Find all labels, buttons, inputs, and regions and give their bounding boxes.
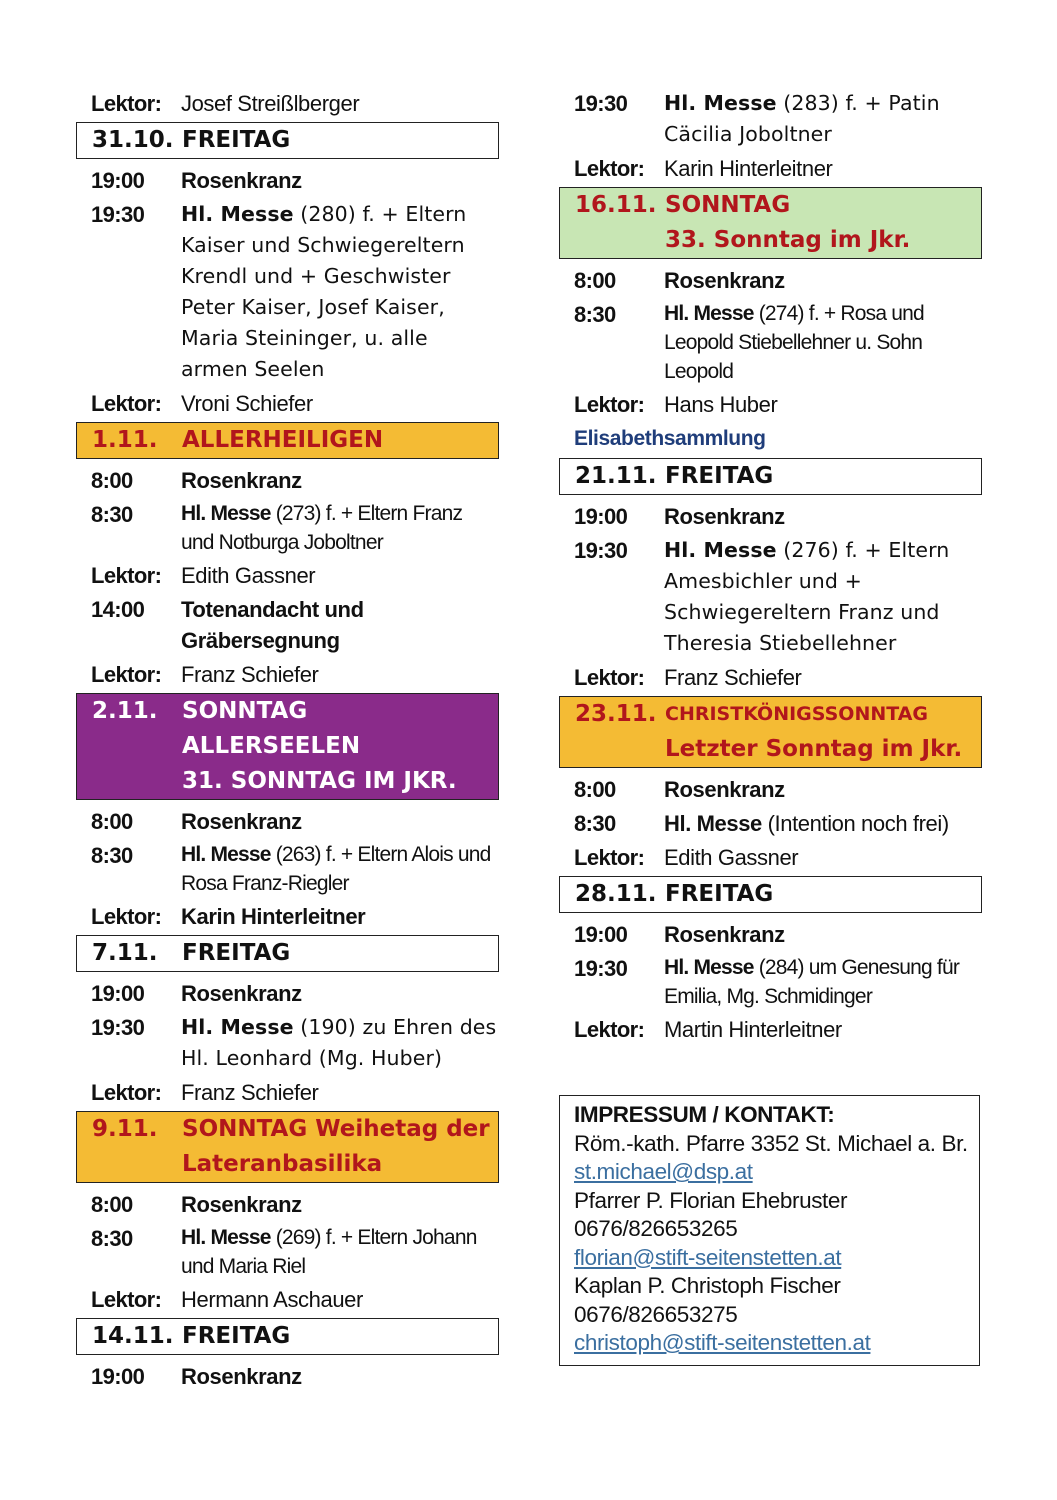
entry-text <box>181 499 499 557</box>
entry-text <box>664 299 982 386</box>
impressum-line: 0676/826653265 <box>574 1216 738 1241</box>
email-link[interactable]: florian@stift-seitenstetten.at <box>574 1244 842 1270</box>
entry-bold-text: Rosenkranz <box>181 809 302 834</box>
lector-label: Lektor: <box>91 662 162 687</box>
time-label: 8:30 <box>574 302 616 327</box>
entry-bold-text: Rosenkranz <box>181 168 302 193</box>
day-date: 16.11. <box>575 192 657 218</box>
entry-text <box>181 1189 499 1220</box>
email-link[interactable]: christoph@stift-seitenstetten.at <box>574 1330 871 1355</box>
day-title <box>665 188 981 258</box>
entry-bold-text: Hl. Messe <box>664 811 762 836</box>
time-label: 19:00 <box>91 1364 145 1389</box>
schedule-row <box>76 165 499 196</box>
day-title-line: 33. Sonntag im Jkr. <box>665 227 911 253</box>
entry-text <box>181 165 499 196</box>
impressum-line: Röm.-kath. Pfarre 3352 St. Michael a. Br. <box>574 1130 968 1156</box>
time-label: 8:00 <box>91 468 133 493</box>
day-title-line: ALLERSEELEN <box>182 733 361 759</box>
schedule-row <box>559 389 982 420</box>
day-title-line: SONNTAG <box>182 698 308 724</box>
entry-detail-text: Josef Streißlberger <box>181 91 360 116</box>
day-date: 7.11. <box>92 940 158 966</box>
entry-text <box>181 840 499 898</box>
entry-bold-text: Rosenkranz <box>181 981 302 1006</box>
entry-bold-text: Hl. Messe <box>664 956 754 979</box>
entry-bold-text: Rosenkranz <box>181 1192 302 1217</box>
schedule-row <box>76 465 499 496</box>
schedule-row <box>559 299 982 386</box>
day-header <box>559 187 982 259</box>
day-title-line: FREITAG <box>665 881 774 907</box>
day-title-line: FREITAG <box>182 1323 291 1349</box>
email-link[interactable]: st.michael@dsp.at <box>574 1159 753 1184</box>
schedule-row <box>76 199 499 385</box>
schedule-row <box>76 901 499 932</box>
entry-text <box>664 88 982 150</box>
time-label: 8:30 <box>574 811 616 836</box>
entry-detail-text: (Intention noch frei) <box>761 811 949 836</box>
entry-text <box>664 1014 982 1045</box>
day-title <box>182 694 498 799</box>
lector-label: Lektor: <box>91 1287 162 1312</box>
entry-text <box>181 1077 499 1108</box>
day-title <box>665 697 981 767</box>
day-title <box>182 123 498 158</box>
entry-bold-text: Hl. Messe <box>181 502 271 525</box>
schedule-row <box>76 560 499 591</box>
day-header <box>559 696 982 768</box>
entry-bold-text: Rosenkranz <box>664 504 785 529</box>
entry-detail-text: Karin Hinterleitner <box>664 156 833 181</box>
schedule-row <box>76 1077 499 1108</box>
entry-text <box>664 808 982 839</box>
entry-detail-text: (269) f. + Eltern Johann und Maria Riel <box>181 1226 477 1278</box>
entry-detail-text: Edith Gassner <box>664 845 799 870</box>
lector-label: Lektor: <box>574 156 645 181</box>
time-label: 19:30 <box>574 538 628 563</box>
entry-text <box>664 842 982 873</box>
schedule-row <box>559 153 982 184</box>
impressum-line <box>574 1329 979 1358</box>
entry-text <box>664 919 982 950</box>
collection-note: Elisabethsammlung <box>574 427 766 450</box>
day-title-line: SONNTAG <box>665 192 791 218</box>
time-label: 8:00 <box>574 777 616 802</box>
entry-bold-text: Hl. Messe <box>181 202 294 226</box>
schedule-row <box>76 499 499 557</box>
time-label: 19:00 <box>91 981 145 1006</box>
time-label: 8:30 <box>91 502 133 527</box>
schedule-row <box>559 501 982 532</box>
schedule-row <box>559 842 982 873</box>
schedule-row <box>76 594 499 656</box>
day-title <box>665 877 981 912</box>
schedule-row <box>76 659 499 690</box>
day-title <box>182 936 498 971</box>
day-title-line: FREITAG <box>665 463 774 489</box>
day-header <box>76 935 499 972</box>
entry-text <box>664 662 982 693</box>
entry-detail-text: Vroni Schiefer <box>181 391 313 416</box>
day-title <box>665 459 981 494</box>
day-date: 21.11. <box>575 463 657 489</box>
day-title <box>182 1112 498 1182</box>
entry-bold-text: Rosenkranz <box>664 922 785 947</box>
entry-text <box>181 1012 499 1074</box>
day-date: 1.11. <box>92 427 158 453</box>
impressum-box <box>559 1095 980 1366</box>
schedule-row <box>559 808 982 839</box>
day-header <box>559 458 982 495</box>
time-label: 8:00 <box>91 1192 133 1217</box>
day-header <box>76 422 499 459</box>
entry-text <box>181 388 499 419</box>
entry-text <box>181 806 499 837</box>
lector-label: Lektor: <box>91 904 162 929</box>
entry-text <box>664 774 982 805</box>
entry-text <box>181 1284 499 1315</box>
day-title-line: ALLERHEILIGEN <box>182 427 384 453</box>
entry-detail-text: (263) f. + Eltern Alois und Rosa Franz-Riegler <box>181 843 491 895</box>
entry-text <box>181 199 499 385</box>
entry-text <box>181 659 499 690</box>
schedule-row <box>76 1284 499 1315</box>
entry-bold-text: Karin Hinterleitner <box>181 904 366 929</box>
lector-label: Lektor: <box>91 563 162 588</box>
schedule-row <box>559 662 982 693</box>
entry-bold-text: Rosenkranz <box>181 468 302 493</box>
time-label: 8:30 <box>91 843 133 868</box>
schedule-right-column <box>559 88 982 1048</box>
entry-bold-text: Hl. Messe <box>664 91 777 115</box>
entry-text <box>664 953 982 1011</box>
day-title <box>182 423 498 458</box>
entry-text <box>181 465 499 496</box>
lector-label: Lektor: <box>91 1080 162 1105</box>
entry-bold-text: Hl. Messe <box>664 302 754 325</box>
entry-detail-text: Martin Hinterleitner <box>664 1017 842 1042</box>
time-label: 19:30 <box>91 1015 145 1040</box>
lector-label: Lektor: <box>574 845 645 870</box>
time-label: 19:00 <box>574 922 628 947</box>
schedule-row <box>76 978 499 1009</box>
entry-detail-text: Franz Schiefer <box>664 665 802 690</box>
entry-text <box>181 978 499 1009</box>
impressum-line: Pfarrer P. Florian Ehebruster <box>574 1187 848 1213</box>
entry-bold-text: Hl. Messe <box>181 1015 294 1039</box>
entry-bold-text: Hl. Messe <box>181 843 271 866</box>
schedule-row <box>559 953 982 1011</box>
schedule-row <box>76 806 499 837</box>
day-header <box>76 693 499 800</box>
entry-detail-text: Franz Schiefer <box>181 1080 319 1105</box>
day-title-line: CHRISTKÖNIGSSONNTAG <box>665 703 929 725</box>
day-header <box>76 1318 499 1355</box>
lector-label: Lektor: <box>574 665 645 690</box>
day-date: 2.11. <box>92 698 158 724</box>
time-label: 19:30 <box>91 202 145 227</box>
entry-text <box>664 265 982 296</box>
entry-text <box>181 901 499 932</box>
time-label: 19:00 <box>574 504 628 529</box>
entry-bold-text: Rosenkranz <box>664 268 785 293</box>
schedule-row <box>76 88 499 119</box>
day-header <box>76 122 499 159</box>
day-header <box>559 876 982 913</box>
entry-bold-text: Hl. Messe <box>181 1226 271 1249</box>
day-header <box>76 1111 499 1183</box>
schedule-row <box>559 535 982 659</box>
entry-detail-text: (276) f. + Eltern Amesbichler und + Schwiegereltern Franz und Theresia Stiebellehner <box>664 538 950 655</box>
entry-bold-text: Hl. Messe <box>664 538 777 562</box>
time-label: 8:00 <box>574 268 616 293</box>
lector-label: Lektor: <box>91 91 162 116</box>
entry-detail-text: (283) f. + Patin Cäcilia Joboltner <box>664 91 940 146</box>
time-label: 8:30 <box>91 1226 133 1251</box>
entry-text <box>664 153 982 184</box>
schedule-row <box>76 1223 499 1281</box>
entry-text <box>181 1223 499 1281</box>
entry-detail-text: (280) f. + Eltern Kaiser und Schwiegereltern Krendl und + Geschwister Peter Kaiser, Josef Kaiser, Maria Steininger, u. alle armen Seelen <box>181 202 467 381</box>
time-label: 19:30 <box>574 91 628 116</box>
entry-bold-text: Totenandacht und Gräbersegnung <box>181 597 364 653</box>
impressum-line: Kaplan P. Christoph Fischer <box>574 1273 841 1298</box>
time-label: 19:30 <box>574 956 628 981</box>
schedule-row <box>76 1361 499 1392</box>
day-title-line: Letzter Sonntag im Jkr. <box>665 736 963 762</box>
lector-label: Lektor: <box>91 391 162 416</box>
entry-detail-text: Hans Huber <box>664 392 778 417</box>
entry-detail-text: Edith Gassner <box>181 563 316 588</box>
entry-detail-text: (284) um Genesung für Emilia, Mg. Schmidinger <box>664 956 960 1008</box>
schedule-row <box>559 265 982 296</box>
schedule-row <box>76 388 499 419</box>
day-date: 28.11. <box>575 881 657 907</box>
entry-detail-text: Hermann Aschauer <box>181 1287 363 1312</box>
day-date: 9.11. <box>92 1116 158 1142</box>
entry-detail-text: (273) f. + Eltern Franz und Notburga Joboltner <box>181 502 463 554</box>
schedule-row <box>559 88 982 150</box>
time-label: 8:00 <box>91 809 133 834</box>
entry-detail-text: (274) f. + Rosa und Leopold Stiebellehner u. Sohn Leopold <box>664 302 924 383</box>
impressum-line <box>574 1158 979 1187</box>
impressum-title: IMPRESSUM / KONTAKT: <box>574 1102 835 1127</box>
entry-detail-text: (190) zu Ehren des Hl. Leonhard (Mg. Huber) <box>181 1015 497 1070</box>
day-title-line: 31. SONNTAG IM JKR. <box>182 768 457 794</box>
entry-detail-text: Franz Schiefer <box>181 662 319 687</box>
schedule-row <box>559 774 982 805</box>
schedule-row <box>559 1014 982 1045</box>
impressum-line <box>574 1244 979 1273</box>
day-title-line: FREITAG <box>182 940 291 966</box>
entry-text <box>181 594 499 656</box>
schedule-row <box>559 919 982 950</box>
entry-text <box>664 535 982 659</box>
day-title-line: FREITAG <box>182 127 291 153</box>
day-date: 14.11. <box>92 1323 174 1349</box>
schedule-row <box>76 1012 499 1074</box>
impressum-line: 0676/826653275 <box>574 1301 738 1327</box>
schedule-row <box>76 1189 499 1220</box>
entry-text <box>181 1361 499 1392</box>
impressum-lines <box>574 1130 979 1358</box>
entry-bold-text: Rosenkranz <box>664 777 785 802</box>
schedule-left-column <box>76 88 499 1395</box>
day-title <box>182 1319 498 1354</box>
lector-label: Lektor: <box>574 1017 645 1042</box>
day-date: 31.10. <box>92 127 174 153</box>
entry-text <box>181 88 499 119</box>
entry-text <box>181 560 499 591</box>
entry-text <box>664 501 982 532</box>
day-title-line: SONNTAG Weihetag der Lateranbasilika <box>182 1116 490 1177</box>
day-date: 23.11. <box>575 701 657 727</box>
schedule-row <box>76 840 499 898</box>
time-label: 19:00 <box>91 168 145 193</box>
entry-bold-text: Rosenkranz <box>181 1364 302 1389</box>
time-label: 14:00 <box>91 597 145 622</box>
lector-label: Lektor: <box>574 392 645 417</box>
entry-text <box>664 389 982 420</box>
